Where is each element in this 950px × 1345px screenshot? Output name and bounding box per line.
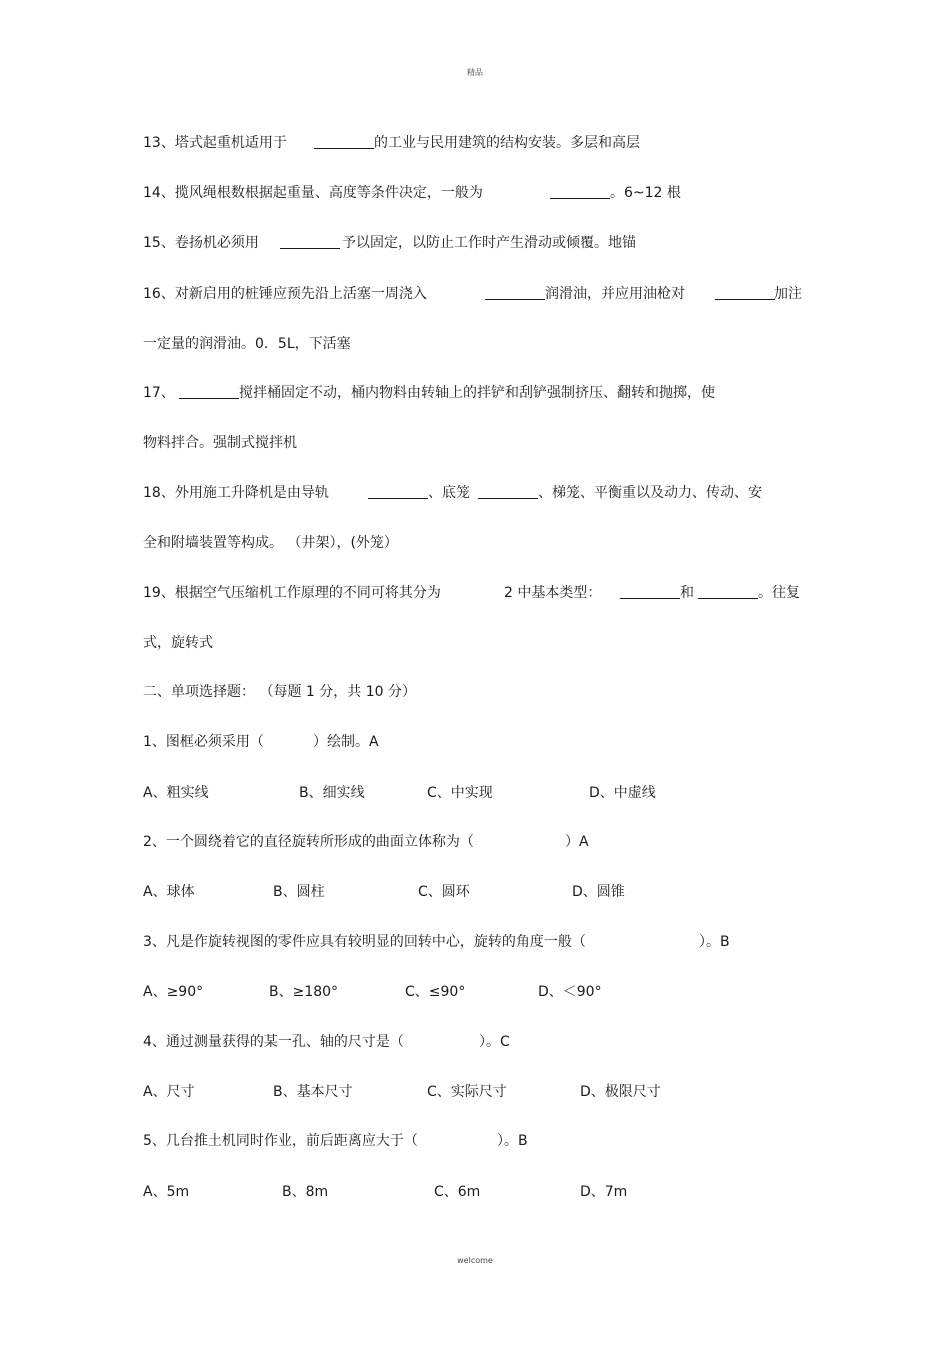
- option-a: A、粗实线: [143, 785, 209, 801]
- option-c: C、实际尺寸: [427, 1084, 507, 1100]
- answer-blank: [314, 134, 374, 149]
- answer-blank: [179, 384, 239, 399]
- answer-blank: [698, 584, 758, 599]
- answer-blank: [485, 285, 545, 300]
- option-b: B、基本尺寸: [273, 1084, 353, 1100]
- page-header: 精品: [467, 68, 483, 77]
- option-c: C、6m: [434, 1184, 481, 1200]
- option-a: A、球体: [143, 884, 195, 900]
- option-a: A、5m: [143, 1184, 190, 1200]
- option-c: C、≤90°: [405, 984, 466, 1000]
- option-b: B、8m: [282, 1184, 329, 1200]
- option-a: A、≥90°: [143, 984, 204, 1000]
- answer-blank: [550, 184, 610, 199]
- option-b: B、细实线: [299, 785, 365, 801]
- option-c: C、中实现: [427, 785, 493, 801]
- option-b: B、圆柱: [273, 884, 325, 900]
- option-d: D、圆锥: [572, 884, 625, 900]
- answer-blank: [715, 285, 775, 300]
- option-b: B、≥180°: [269, 984, 339, 1000]
- answer-blank: [478, 484, 538, 499]
- option-d: D、中虚线: [589, 785, 656, 801]
- option-d: D、7m: [580, 1184, 628, 1200]
- page-footer: welcome: [457, 1256, 493, 1265]
- answer-blank: [620, 584, 680, 599]
- option-c: C、圆环: [418, 884, 470, 900]
- document-page: 精品 13、塔式起重机适用于 的工业与民用建筑的结构安装。多层和高层 14、揽风绳根数根据起重量、高度等条件决定，一般为 。6~12 根 15、卷扬机必须用 予以固定，以防止工作时产生滑动或倾覆。地锚 16、对新启用的桩锤应预先沿上活塞一周浇入 润滑油，并应用油枪对 加注 一定量的润滑油。0．5L，下活塞 17、 搅拌桶固定不动，桶内物料由转轴上的拌铲和刮铲强制挤压、翻转和抛掷，使 物料拌合。强制式搅拌机 18、外用施工升降机是由导轨 、底笼 、梯笼、平衡重以及动力、传动、安 全和附墙装置等构成。 （井架），(外笼） 19、根据空气压缩机工作原理的不同可将其分为 2 中基本类型： 和 。往复 式，旋转式 二、单项选择题： （每题 1 分，共 10 分） 1、图框必须采用（ ）绘制。A A、粗实线 B、细实线 C、中实现 D、中虚线 2、一个圆绕着它的直径旋转所形成的曲面立体称为（ ）A A、球体 B、圆柱 C、圆环 D、圆锥 3、凡是作旋转视图的零件应具有较明显的回转中心，旋转的角度一般（ ）。B A、≥90° B、≥180° C、≤90° D、＜90° 4、通过测量获得的某一孔、轴的尺寸是（ ）。C A、尺寸 B、基本尺寸 C、实际尺寸 D、极限尺寸 5、几台推土机同时作业，前后距离应大于（ ）。B A、5m B、8m C、6m D、7m welcome: [0, 0, 950, 1345]
- option-d: D、极限尺寸: [580, 1084, 661, 1100]
- option-d: D、＜90°: [538, 984, 602, 1000]
- answer-blank: [280, 234, 340, 249]
- option-a: A、尺寸: [143, 1084, 195, 1100]
- answer-blank: [368, 484, 428, 499]
